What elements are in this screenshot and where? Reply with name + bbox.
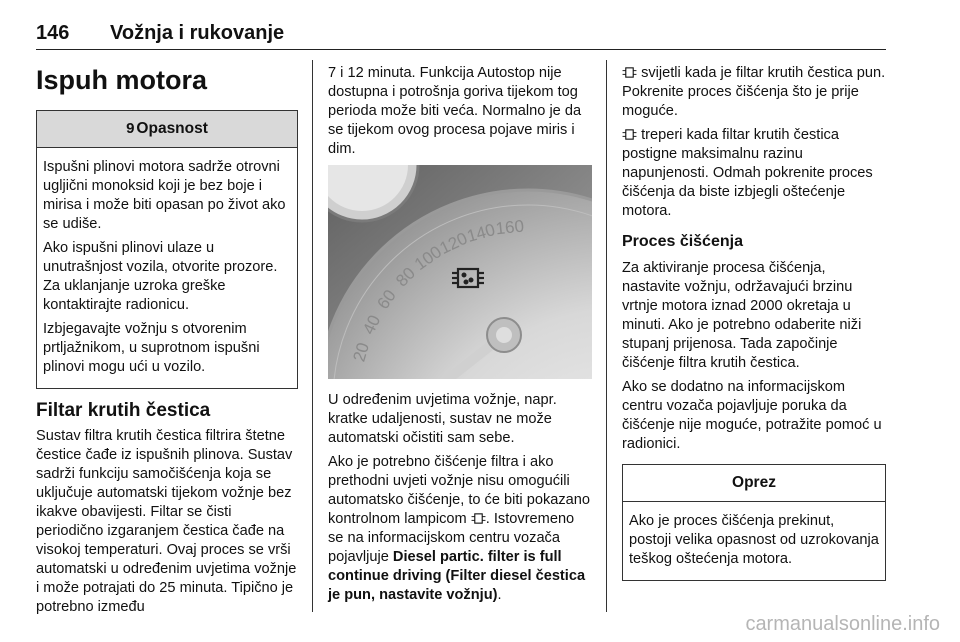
column-divider [312,60,313,612]
body-paragraph [622,64,886,121]
caution-box [622,464,886,581]
gauge-tick-label: 100 [411,242,446,275]
danger-paragraph: Izbjegavajte vožnju s otvorenim prtljažnikom, u suprotnom ispušni plinovi mogu ući u vozilo. [43,321,260,375]
page-number: 146 [36,22,70,44]
gauge-tick-label: 140 [464,220,498,246]
particle-filter-icon [622,66,637,79]
warning-triangle-icon: 9 [126,120,135,137]
message-text: Diesel partic. filter is full continue driving (Filter diesel čestica je pun, nastavite vožnju) [328,549,586,603]
danger-box [36,110,298,389]
paragraph-text: . [497,587,502,603]
caution-box-body [623,502,885,580]
danger-box-header [37,111,297,148]
gauge-tick-label: 40 [358,312,385,338]
subsection-title: Filtar krutih čestica [36,400,211,421]
danger-paragraph: Ako ispušni plinovi ulaze u unutrašnjost vozila, otvorite prozore. Za uklanjanje uzroka greške kontaktirajte radionicu. [43,240,278,313]
body-paragraph: U određenim uvjetima vožnje, napr. kratke udaljenosti, sustav ne može automatski očistiti sam sebe. [328,392,557,446]
body-paragraph: Ako se dodatno na informacijskom centru vozača pojavljuje poruka da čišćenje nije moguće, potražite pomoć u radionici. [622,379,882,452]
column-2 [328,64,592,610]
body-paragraph: 7 i 12 minuta. Funkcija Autostop nije dostupna i potrošnja goriva tijekom tog perioda može biti veća. Normalno je da se tijekom ovog procesa pojave miris i dim. [328,65,582,157]
speedometer-illustration [328,165,592,379]
gauge-tick-label: 160 [494,216,525,239]
gauge-tick-label: 20 [349,340,373,364]
subsection-title: Proces čišćenja [622,233,743,250]
watermark: carmanualsonline.info [745,613,940,635]
column-3 [622,64,886,591]
section-title: Ispuh motora [36,65,208,95]
particle-filter-icon [622,128,637,141]
body-paragraph [328,453,592,605]
body-paragraph: Sustav filtra krutih čestica filtrira štetne čestice čađe iz ispušnih plinova. Sustav sadrži funkciju samočišćenja koja se uključuje automatski tijekom vožnje bez ikakve obavijesti. Filtar se čisti periodično izgaranjem čestica čađe na visokoj temperaturi. Ovaj proces se vrši automatski u određenim uvjetima vožnje i može potrajati do 25 minuta. Tipično je potrebno između [36,428,297,615]
paragraph-text: svijetli kada je filtar krutih čestica pun. Pokrenite proces čišćenja što je prije moguće. [622,65,886,119]
paragraph-text: treperi kada filtar krutih čestica postigne maksimalnu razinu napunjenosti. Odmah pokrenite proces čišćenja da biste izbjegli oštećenje motora. [622,127,873,219]
body-paragraph: Za aktiviranje procesa čišćenja, nastavite vožnju, održavajući brzinu vrtnje motora iznad 2000 okretaja u minuti. Ako je potrebno odaberite niži stupanj prijenosa. Tada započinje čišćenje filtra krutih čestica. [622,260,862,371]
page-header [36,18,886,48]
paragraph-text: . Istovremeno se na informacijskom centru vozača pojavljuje [328,511,575,565]
danger-box-body [37,148,297,388]
running-head: Vožnja i rukovanje [110,22,285,44]
gauge-tick-label: 80 [392,263,420,291]
gauge-tick-label: 60 [373,286,400,313]
body-paragraph [622,126,886,221]
caution-box-header: Oprez [623,465,885,502]
particle-filter-icon [471,512,486,525]
danger-title: Opasnost [136,120,208,137]
paragraph-text: Ako je potrebno čišćenje filtra i ako prethodni uvjeti vožnje nisu omogućili automatsko čišćenje, to će biti pokazano kontrolnom lampicom [328,454,591,527]
caution-paragraph: Ako je proces čišćenja prekinut, postoji velika opasnost od uzrokovanja teškog oštećenja motora. [629,513,879,567]
gauge-tick-label: 120 [436,228,471,258]
column-divider [606,60,607,612]
column-1 [36,64,298,622]
danger-paragraph: Ispušni plinovi motora sadrže otrovni ugljični monoksid koji je bez boje i mirisa i može biti opasan po život ako se udiše. [43,159,286,232]
header-rule [36,49,886,50]
